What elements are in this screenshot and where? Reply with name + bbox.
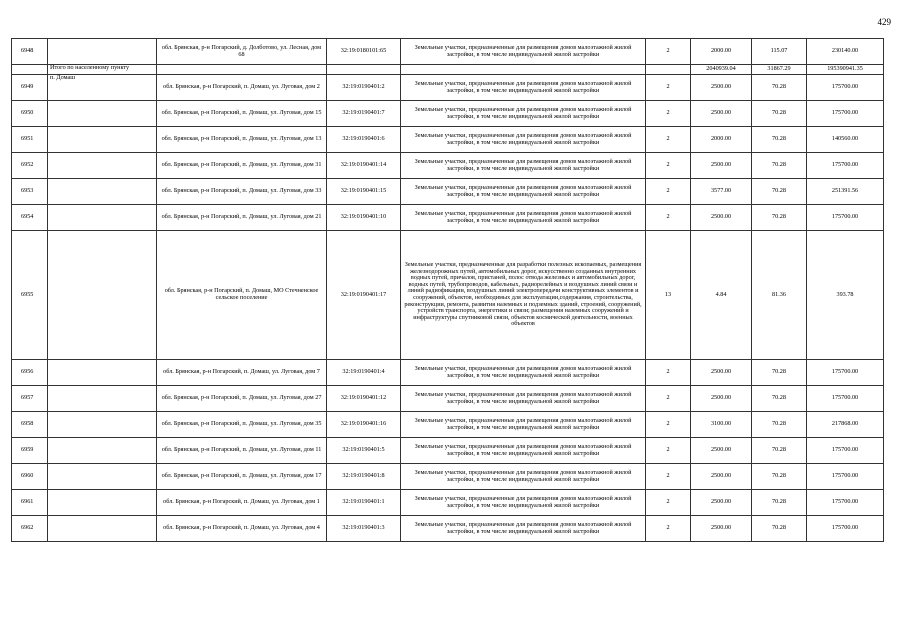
land-purpose-cell xyxy=(401,65,646,75)
locality-name-cell xyxy=(48,101,157,127)
cadastral-number-cell: 32:19:0190401:6 xyxy=(327,127,401,153)
land-purpose-cell: Земельные участки, предназначенные для размещения домов малоэтажной жилой застройки, в том числе индивидуальной жилой застройки xyxy=(401,412,646,438)
unit-value-cell: 70.28 xyxy=(752,360,807,386)
row-number-cell: 6954 xyxy=(12,205,48,231)
locality-name-cell xyxy=(48,438,157,464)
cadastral-value-cell: 175700.00 xyxy=(807,360,884,386)
table-row xyxy=(12,490,884,516)
cadastral-number-cell: 32:19:0190401:8 xyxy=(327,464,401,490)
address-cell: обл. Брянская, р-н Погарский, п. Домаш, ул. Луговая, дом 21 xyxy=(157,205,327,231)
locality-name-cell xyxy=(48,490,157,516)
unit-value-cell: 70.28 xyxy=(752,490,807,516)
cadastral-value-cell: 140560.00 xyxy=(807,127,884,153)
land-purpose-cell: Земельные участки, предназначенные для размещения домов малоэтажной жилой застройки, в том числе индивидуальной жилой застройки xyxy=(401,386,646,412)
group-number-cell: 2 xyxy=(646,490,691,516)
page-number: 429 xyxy=(877,17,891,27)
row-number-cell: 6951 xyxy=(12,127,48,153)
area-cell: 2500.00 xyxy=(691,153,752,179)
address-cell: обл. Брянская, р-н Погарский, п. Домаш, ул. Луговая, дом 7 xyxy=(157,360,327,386)
table-row xyxy=(12,179,884,205)
locality-name-cell xyxy=(48,179,157,205)
group-number-cell: 2 xyxy=(646,386,691,412)
row-number-cell: 6961 xyxy=(12,490,48,516)
table-row xyxy=(12,231,884,360)
unit-value-cell: 70.28 xyxy=(752,386,807,412)
cadastral-value-cell: 393.78 xyxy=(807,231,884,360)
table-row xyxy=(12,39,884,65)
row-number-cell: 6953 xyxy=(12,179,48,205)
cadastral-number-cell: 32:19:0190401:16 xyxy=(327,412,401,438)
area-cell: 2000.00 xyxy=(691,127,752,153)
row-number-cell: 6948 xyxy=(12,39,48,65)
cadastral-value-cell: 195390941.35 xyxy=(807,65,884,75)
unit-value-cell: 70.28 xyxy=(752,412,807,438)
address-cell: обл. Брянская, р-н Погарский, п. Домаш, МО Стечненское сельское поселение xyxy=(157,231,327,360)
area-cell: 2500.00 xyxy=(691,438,752,464)
land-purpose-cell: Земельные участки, предназначенные для размещения домов малоэтажной жилой застройки, в том числе индивидуальной жилой застройки xyxy=(401,101,646,127)
group-number-cell: 2 xyxy=(646,101,691,127)
table-row xyxy=(12,386,884,412)
row-number-cell: 6956 xyxy=(12,360,48,386)
cadastral-value-cell: 217868.00 xyxy=(807,412,884,438)
area-cell: 2500.00 xyxy=(691,75,752,101)
row-number-cell: 6952 xyxy=(12,153,48,179)
locality-name-cell xyxy=(48,231,157,360)
cadastral-number-cell: 32:19:0190401:2 xyxy=(327,75,401,101)
unit-value-cell: 70.28 xyxy=(752,205,807,231)
group-number-cell: 2 xyxy=(646,75,691,101)
cadastral-value-cell: 175700.00 xyxy=(807,464,884,490)
address-cell: обл. Брянская, р-н Погарский, п. Домаш, ул. Луговая, дом 17 xyxy=(157,464,327,490)
cadastral-number-cell: 32:19:0190401:1 xyxy=(327,490,401,516)
cadastral-value-cell: 175700.00 xyxy=(807,153,884,179)
row-number-cell: 6962 xyxy=(12,516,48,542)
locality-name-cell xyxy=(48,360,157,386)
table-body xyxy=(12,39,884,542)
address-cell: обл. Брянская, р-н Погарский, п. Домаш, ул. Луговая, дом 27 xyxy=(157,386,327,412)
group-number-cell: 2 xyxy=(646,516,691,542)
cadastral-value-cell: 230140.00 xyxy=(807,39,884,65)
cadastral-number-cell: 32:19:0190401:17 xyxy=(327,231,401,360)
table-row xyxy=(12,516,884,542)
locality-name-cell xyxy=(48,205,157,231)
address-cell: обл. Брянская, р-н Погарский, п. Домаш, ул. Луговая, дом 13 xyxy=(157,127,327,153)
locality-name-cell xyxy=(48,412,157,438)
unit-value-cell: 81.36 xyxy=(752,231,807,360)
area-cell: 2500.00 xyxy=(691,386,752,412)
cadastral-value-cell: 175700.00 xyxy=(807,205,884,231)
area-cell: 2500.00 xyxy=(691,464,752,490)
cadastral-value-table xyxy=(11,38,884,542)
address-cell: обл. Брянская, р-н Погарский, п. Домаш, ул. Луговая, дом 35 xyxy=(157,412,327,438)
land-purpose-cell: Земельные участки, предназначенные для размещения домов малоэтажной жилой застройки, в том числе индивидуальной жилой застройки xyxy=(401,39,646,65)
unit-value-cell: 70.28 xyxy=(752,101,807,127)
group-number-cell: 13 xyxy=(646,231,691,360)
table-row xyxy=(12,412,884,438)
group-number-cell: 2 xyxy=(646,360,691,386)
locality-name-cell xyxy=(48,127,157,153)
address-cell: обл. Брянская, р-н Погарский, п. Домаш, ул. Луговая, дом 4 xyxy=(157,516,327,542)
cadastral-value-cell: 251391.56 xyxy=(807,179,884,205)
group-number-cell: 2 xyxy=(646,412,691,438)
land-purpose-cell: Земельные участки, предназначенные для размещения домов малоэтажной жилой застройки, в том числе индивидуальной жилой застройки xyxy=(401,464,646,490)
cadastral-value-cell: 175700.00 xyxy=(807,438,884,464)
locality-name-cell xyxy=(48,386,157,412)
row-number-cell xyxy=(12,65,48,75)
cadastral-number-cell: 32:19:0190401:3 xyxy=(327,516,401,542)
group-number-cell: 2 xyxy=(646,39,691,65)
table-row xyxy=(12,127,884,153)
unit-value-cell: 70.28 xyxy=(752,438,807,464)
area-cell: 2500.00 xyxy=(691,205,752,231)
table-row xyxy=(12,205,884,231)
address-cell: обл. Брянская, р-н Погарский, п. Домаш, ул. Луговая, дом 33 xyxy=(157,179,327,205)
address-cell: обл. Брянская, р-н Погарский, п. Домаш, ул. Луговая, дом 31 xyxy=(157,153,327,179)
table-row xyxy=(12,75,884,101)
area-cell: 2500.00 xyxy=(691,490,752,516)
row-number-cell: 6955 xyxy=(12,231,48,360)
cadastral-number-cell: 32:19:0190401:10 xyxy=(327,205,401,231)
land-purpose-cell: Земельные участки, предназначенные для разработки полезных ископаемых, размещения железнодорожных путей, автомобильных дорог, искусственно созданных внутренних водных путей, причалов, пристаней, полос отвода железных и автомобильных дорог, водных путей, трубопроводов, кабельных, радиорелейных и воздушных линий связи и линий радиофикации, воздушных линий электропередачи конструктивных элементов и сооружений, объектов, необходимых для эксплуатации,содержания, строительства, реконструкции, ремонта, развития наземных и подземных зданий, строений, сооружений, устройств транспорта, энергетики и связи; размещения наземных сооружений и инфраструктуры спутниковой связи, объектов космической деятельности, военных объектов xyxy=(401,231,646,360)
unit-value-cell: 70.28 xyxy=(752,153,807,179)
locality-name-cell xyxy=(48,39,157,65)
group-number-cell: 2 xyxy=(646,438,691,464)
group-number-cell: 2 xyxy=(646,205,691,231)
address-cell: обл. Брянская, р-н Погарский, п. Домаш, ул. Луговая, дом 11 xyxy=(157,438,327,464)
address-cell: обл. Брянская, р-н Погарский, п. Домаш, ул. Луговая, дом 15 xyxy=(157,101,327,127)
table-row xyxy=(12,438,884,464)
table-row xyxy=(12,360,884,386)
area-cell: 3577.00 xyxy=(691,179,752,205)
area-cell: 2500.00 xyxy=(691,516,752,542)
row-number-cell: 6950 xyxy=(12,101,48,127)
row-number-cell: 6958 xyxy=(12,412,48,438)
locality-name-cell: Итого по населенному пункту xyxy=(48,65,157,75)
locality-name-cell xyxy=(48,153,157,179)
cadastral-number-cell: 32:19:0190401:7 xyxy=(327,101,401,127)
area-cell: 2000.00 xyxy=(691,39,752,65)
summary-row xyxy=(12,65,884,75)
row-number-cell: 6949 xyxy=(12,75,48,101)
unit-value-cell: 70.28 xyxy=(752,464,807,490)
area-cell: 2500.00 xyxy=(691,101,752,127)
land-purpose-cell: Земельные участки, предназначенные для размещения домов малоэтажной жилой застройки, в том числе индивидуальной жилой застройки xyxy=(401,438,646,464)
group-number-cell: 2 xyxy=(646,153,691,179)
locality-name-cell: п. Домаш xyxy=(48,75,157,101)
group-number-cell: 2 xyxy=(646,127,691,153)
area-cell: 2040939.04 xyxy=(691,65,752,75)
unit-value-cell: 115.07 xyxy=(752,39,807,65)
area-cell: 3100.00 xyxy=(691,412,752,438)
row-number-cell: 6957 xyxy=(12,386,48,412)
address-cell: обл. Брянская, р-н Погарский, п. Домаш, ул. Луговая, дом 2 xyxy=(157,75,327,101)
locality-name-cell xyxy=(48,464,157,490)
land-purpose-cell: Земельные участки, предназначенные для размещения домов малоэтажной жилой застройки, в том числе индивидуальной жилой застройки xyxy=(401,127,646,153)
land-purpose-cell: Земельные участки, предназначенные для размещения домов малоэтажной жилой застройки, в том числе индивидуальной жилой застройки xyxy=(401,360,646,386)
group-number-cell xyxy=(646,65,691,75)
group-number-cell: 2 xyxy=(646,464,691,490)
address-cell: обл. Брянская, р-н Погарский, д. Долботово, ул. Лесная, дом 68 xyxy=(157,39,327,65)
cadastral-number-cell: 32:19:0190401:15 xyxy=(327,179,401,205)
land-purpose-cell: Земельные участки, предназначенные для размещения домов малоэтажной жилой застройки, в том числе индивидуальной жилой застройки xyxy=(401,153,646,179)
address-cell: обл. Брянская, р-н Погарский, п. Домаш, ул. Луговая, дом 1 xyxy=(157,490,327,516)
unit-value-cell: 70.28 xyxy=(752,516,807,542)
land-purpose-cell: Земельные участки, предназначенные для размещения домов малоэтажной жилой застройки, в том числе индивидуальной жилой застройки xyxy=(401,490,646,516)
cadastral-value-cell: 175700.00 xyxy=(807,75,884,101)
area-cell: 2500.00 xyxy=(691,360,752,386)
land-purpose-cell: Земельные участки, предназначенные для размещения домов малоэтажной жилой застройки, в том числе индивидуальной жилой застройки xyxy=(401,179,646,205)
cadastral-value-cell: 175700.00 xyxy=(807,386,884,412)
cadastral-number-cell xyxy=(327,65,401,75)
cadastral-value-cell: 175700.00 xyxy=(807,516,884,542)
area-cell: 4.84 xyxy=(691,231,752,360)
land-purpose-cell: Земельные участки, предназначенные для размещения домов малоэтажной жилой застройки, в том числе индивидуальной жилой застройки xyxy=(401,205,646,231)
cadastral-number-cell: 32:19:0190401:14 xyxy=(327,153,401,179)
cadastral-value-cell: 175700.00 xyxy=(807,490,884,516)
cadastral-number-cell: 32:19:0190401:12 xyxy=(327,386,401,412)
table-row xyxy=(12,464,884,490)
cadastral-number-cell: 32:19:0190401:5 xyxy=(327,438,401,464)
unit-value-cell: 70.28 xyxy=(752,127,807,153)
land-purpose-cell: Земельные участки, предназначенные для размещения домов малоэтажной жилой застройки, в том числе индивидуальной жилой застройки xyxy=(401,75,646,101)
cadastral-number-cell: 32:19:0180101:65 xyxy=(327,39,401,65)
unit-value-cell: 70.28 xyxy=(752,75,807,101)
row-number-cell: 6960 xyxy=(12,464,48,490)
table-row xyxy=(12,153,884,179)
address-cell xyxy=(157,65,327,75)
row-number-cell: 6959 xyxy=(12,438,48,464)
cadastral-value-cell: 175700.00 xyxy=(807,101,884,127)
unit-value-cell: 31867.29 xyxy=(752,65,807,75)
land-purpose-cell: Земельные участки, предназначенные для размещения домов малоэтажной жилой застройки, в том числе индивидуальной жилой застройки xyxy=(401,516,646,542)
table-row xyxy=(12,101,884,127)
cadastral-number-cell: 32:19:0190401:4 xyxy=(327,360,401,386)
locality-name-cell xyxy=(48,516,157,542)
group-number-cell: 2 xyxy=(646,179,691,205)
unit-value-cell: 70.28 xyxy=(752,179,807,205)
